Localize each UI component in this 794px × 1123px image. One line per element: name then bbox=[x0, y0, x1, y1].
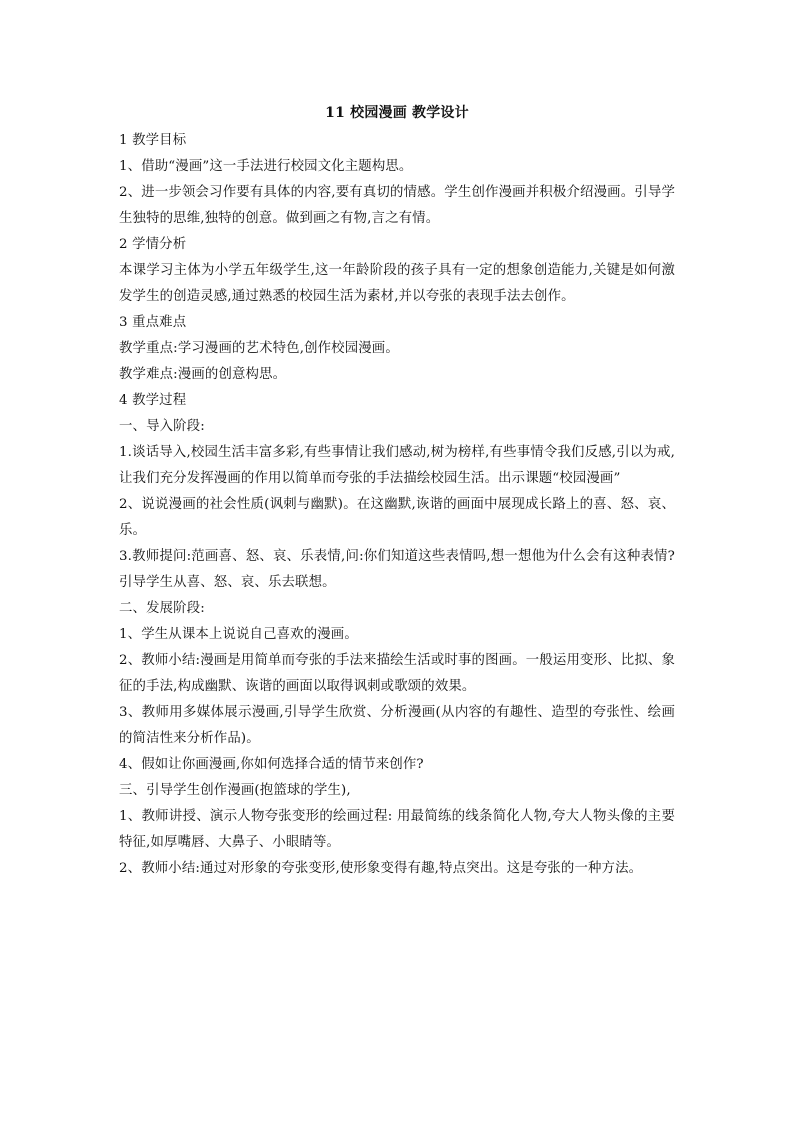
paragraph: 4、假如让你画漫画,你如何选择合适的情节来创作? bbox=[119, 757, 424, 772]
paragraph: 教学难点:漫画的创意构思。 bbox=[119, 367, 287, 382]
paragraph: 3.教师提问:范画喜、怒、哀、乐表情,问:你们知道这些表情吗,想一想他为什么会有这种表情?引导学生从喜、怒、哀、乐去联想。 bbox=[119, 549, 675, 590]
paragraph: 本课学习主体为小学五年级学生,这一年龄阶段的孩子具有一定的想象创造能力,关键是如何激发学生的创造灵感,通过熟悉的校园生活为素材,并以夸张的表现手法去创作。 bbox=[119, 263, 675, 304]
stage-heading: 二、发展阶段: bbox=[119, 601, 205, 616]
paragraph: 1、教师讲授、演示人物夸张变形的绘画过程: 用最简练的线条简化人物,夸大人物头像的主要特征,如厚嘴唇、大鼻子、小眼睛等。 bbox=[119, 809, 675, 850]
section-heading-objectives: 1 教学目标 bbox=[119, 133, 187, 148]
paragraph: 2、说说漫画的社会性质(讽刺与幽默)。在这幽默,诙谐的画面中展现成长路上的喜、怒、哀、乐。 bbox=[119, 497, 675, 538]
document-body bbox=[119, 100, 675, 882]
paragraph: 3、教师用多媒体展示漫画,引导学生欣赏、分析漫画(从内容的有趣性、造型的夸张性、绘画的简洁性来分析作品)。 bbox=[119, 705, 675, 746]
document-title: 11 校园漫画 教学设计 bbox=[325, 105, 469, 121]
section-heading-process: 4 教学过程 bbox=[119, 393, 187, 408]
paragraph: 2、进一步领会习作要有具体的内容,要有真切的情感。学生创作漫画并积极介绍漫画。引导学生独特的思维,独特的创意。做到画之有物,言之有情。 bbox=[119, 185, 675, 226]
paragraph: 教学重点:学习漫画的艺术特色,创作校园漫画。 bbox=[119, 341, 399, 356]
section-heading-keypoints: 3 重点难点 bbox=[119, 315, 187, 330]
paragraph: 2、教师小结:通过对形象的夸张变形,使形象变得有趣,特点突出。这是夸张的一种方法。 bbox=[119, 861, 643, 876]
paragraph: 2、教师小结:漫画是用简单而夸张的手法来描绘生活或时事的图画。一般运用变形、比拟、象征的手法,构成幽默、诙谐的画面以取得讽刺或歌颂的效果。 bbox=[119, 653, 675, 694]
paragraph: 1、学生从课本上说说自己喜欢的漫画。 bbox=[119, 627, 358, 642]
paragraph: 1.谈话导入,校园生活丰富多彩,有些事情让我们感动,树为榜样,有些事情令我们反感,引以为戒,让我们充分发挥漫画的作用以简单而夸张的手法描绘校园生活。出示课题“校园漫画” bbox=[119, 445, 675, 486]
section-heading-analysis: 2 学情分析 bbox=[119, 237, 187, 252]
paragraph: 1、借助“漫画”这一手法进行校园文化主题构思。 bbox=[119, 159, 413, 174]
stage-heading: 一、导入阶段: bbox=[119, 419, 205, 434]
stage-heading: 三、引导学生创作漫画(抱篮球的学生), bbox=[119, 783, 351, 798]
